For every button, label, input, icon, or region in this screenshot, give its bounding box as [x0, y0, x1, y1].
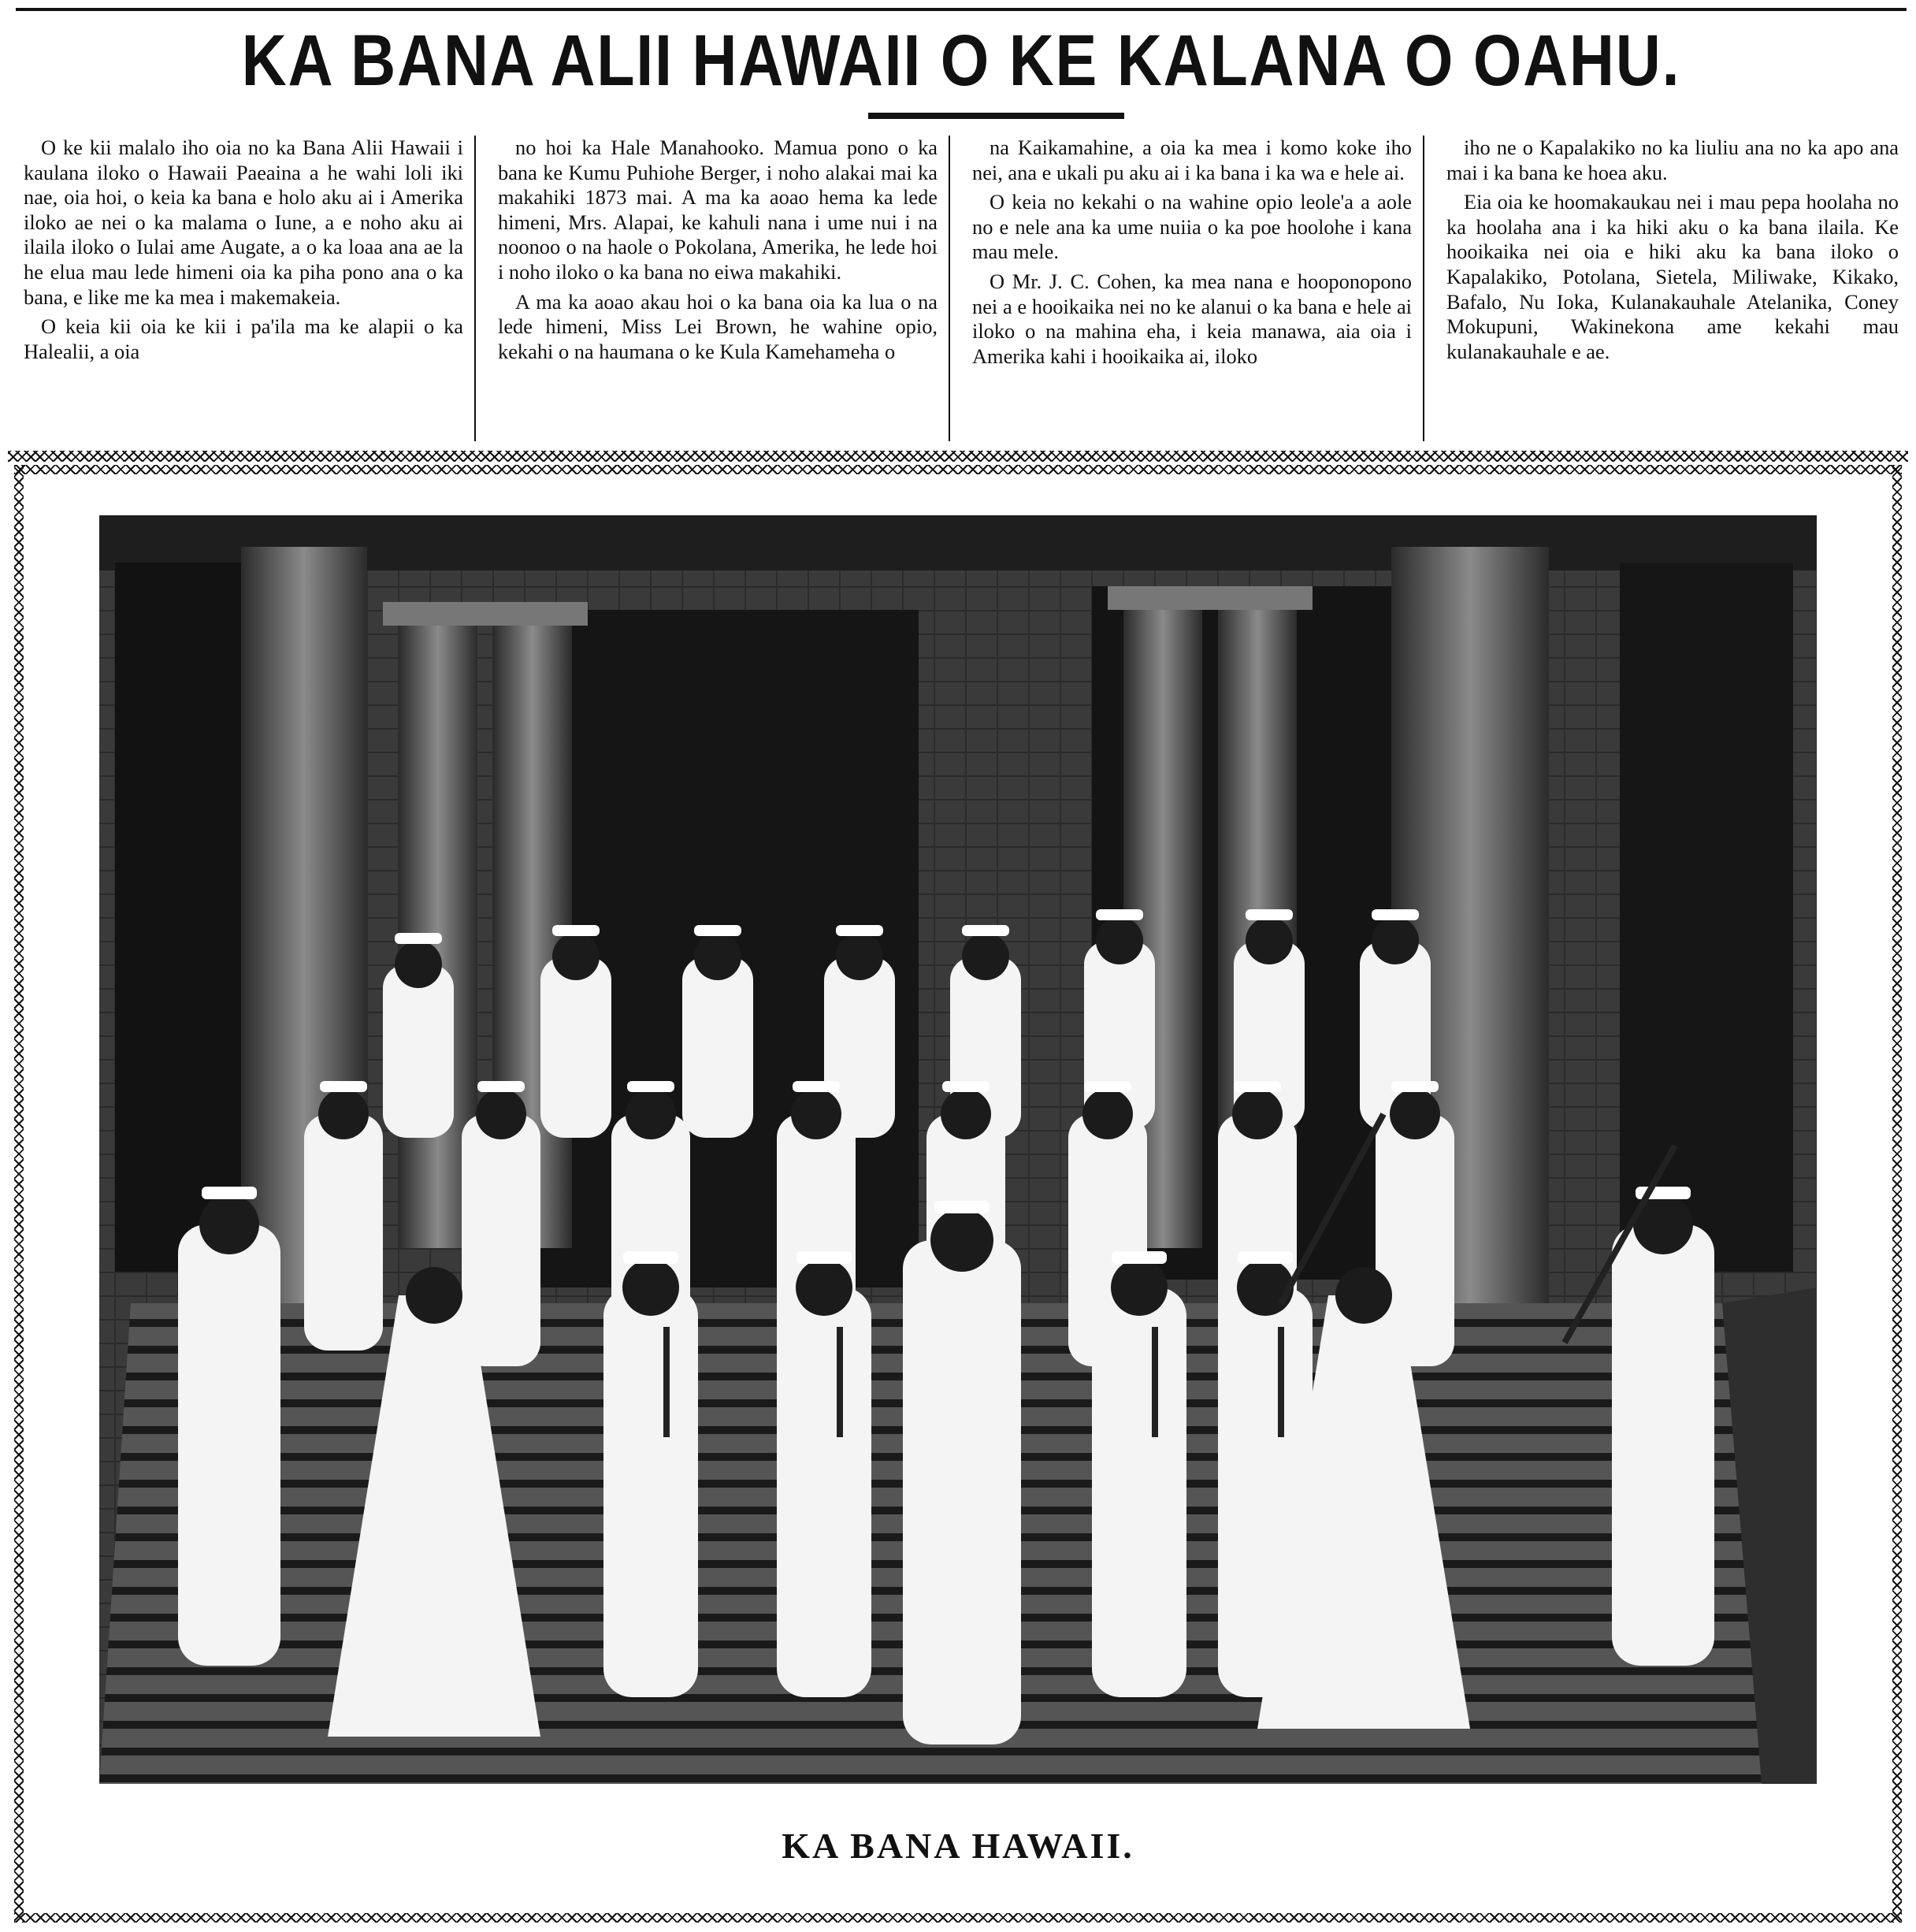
article-column-3: [972, 136, 1424, 441]
headline: KA BANA ALII HAWAII O KE KALANA O OAHU.: [241, 20, 1681, 101]
frame-border-left: [14, 465, 24, 1923]
column-paragraph: no hoi ka Hale Manahooko. Mamua pono o ka bana ke Kumu Puhiohe Berger, i noho alakai mai ka makahiki 1873 mai. A ma ka aoao hema ka lede himeni, Mrs. Alapai, ke kahuli nana i ume nui i na noonoo o na haole o Pokolana, Amerika, he lede hoi i noho iloko o ka bana no eiwa makahiki.: [498, 136, 938, 284]
article-column-1: [24, 136, 476, 441]
frame-border-right: [1892, 465, 1902, 1923]
column-paragraph: Eia oia ke hoomakaukau nei i mau pepa hoolaha no ka hoolaha ana i ka hiki aku o ka bana ilaila. Ke hooikaika nei oia e hiki aku ka bana iloko o Kapalakiko, Potolana, Sietela, Miliwake, Kikako, Bafalo, Nu Ioka, Kulanakauhale Atelanika, Coney Mokupuni, Wakinekona ame kekahi mau kulanakauhale e ae.: [1446, 190, 1899, 363]
column-paragraph: iho ne o Kapalakiko no ka liuliu ana no ka apo ana mai i ka bana ke hoea aku.: [1446, 136, 1899, 184]
photo-caption: KA BANA HAWAII.: [782, 1826, 1134, 1866]
column-paragraph: A ma ka aoao akau hoi o ka bana oia ka lua o na lede himeni, Miss Lei Brown, he wahine opio, kekahi o na haumana o ke Kula Kamehameha o: [498, 289, 938, 363]
headline-rule: [868, 113, 1124, 119]
frame-border-top: [14, 465, 1902, 474]
article-column-4: [1446, 136, 1899, 441]
column-paragraph: na Kaikamahine, a oia ka mea i komo koke iho nei, ana e ukali pu aku ai i ka bana i ka wa e hele ai.: [972, 136, 1412, 184]
article-columns: [24, 136, 1899, 441]
photo-frame: [14, 465, 1902, 1923]
decorative-wavy-rule: [8, 451, 1908, 462]
column-paragraph: O keia no kekahi o na wahine opio leole'a a aole no e nele ana ka ume nuiia o ka poe hoolohe i kana mau mele.: [972, 190, 1412, 264]
column-paragraph: O ke kii malalo iho oia no ka Bana Alii Hawaii i kaulana iloko o Hawaii Paeaina a he wahi loli iki nae, oia hoi, o keia ka bana e holo aku ai i Amerika iloko ae nei o ka malama o Iune, a e noho aku ai ilaila iloko o Iulai ame Augate, a o ka loaa ana ae la he elua mau lede himeni oia ka piha pono ana o ka bana, e like me ka mea i makemakeia.: [24, 136, 463, 309]
band-photo-illustration: [99, 515, 1817, 1784]
article-column-2: [498, 136, 950, 441]
band-photograph: [99, 515, 1817, 1784]
column-paragraph: O keia kii oia ke kii i pa'ila ma ke alapii o ka Halealii, a oia: [24, 314, 463, 363]
top-rule: [16, 8, 1907, 11]
frame-border-bottom: [14, 1913, 1902, 1923]
column-paragraph: O Mr. J. C. Cohen, ka mea nana e hooponopono nei a e hooikaika nei no ke alanui o ka bana e hele ai iloko o na mahina eha, i keia manawa, aia oia i Amerika kahi i hooikaika ai, iloko: [972, 269, 1412, 368]
